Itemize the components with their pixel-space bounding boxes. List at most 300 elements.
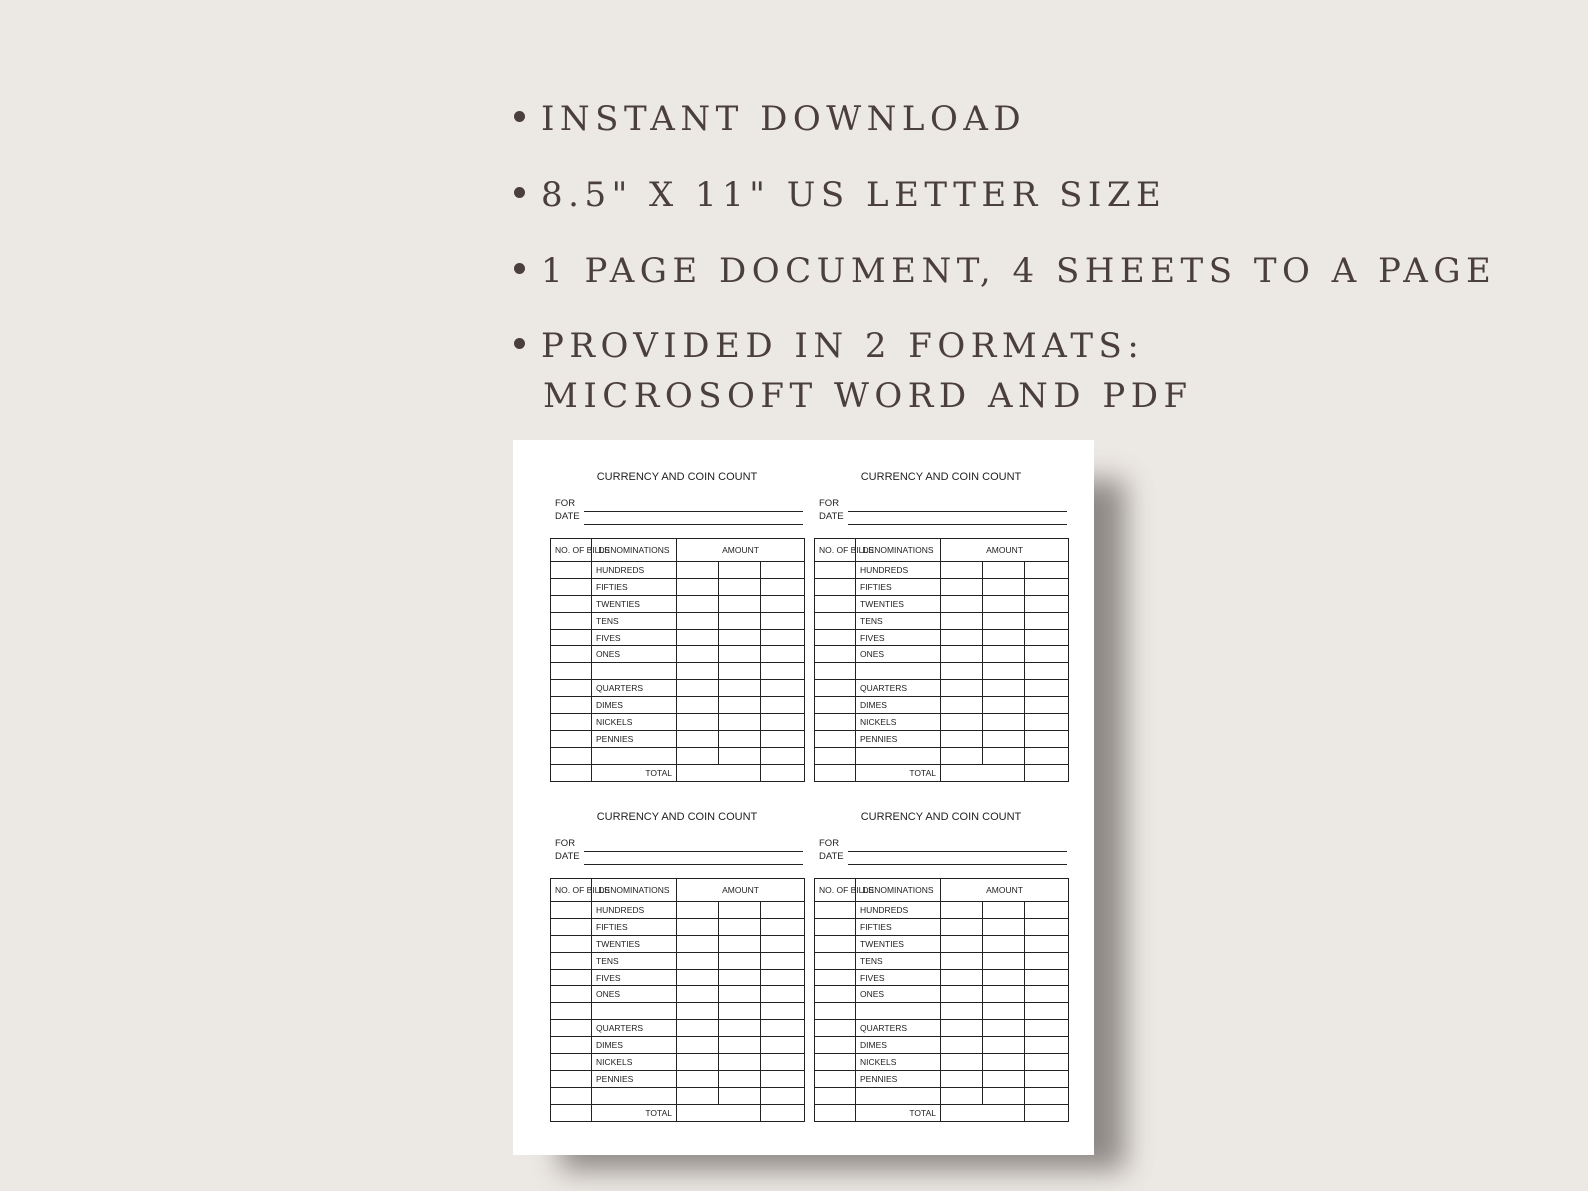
amount-cell: [719, 747, 761, 764]
amount-cell: [983, 952, 1025, 969]
amount-cell: [677, 1054, 719, 1071]
table-row: [551, 730, 805, 747]
table-row: [815, 562, 1069, 579]
count-table: [814, 878, 1069, 1122]
amount-cell: [983, 714, 1025, 731]
bills-cell: [815, 697, 856, 714]
amount-cell: [941, 730, 983, 747]
denomination-cell: FIFTIES: [856, 578, 941, 595]
header-amount: AMOUNT: [677, 879, 805, 902]
denomination-cell: TWENTIES: [856, 935, 941, 952]
amount-cell: [1025, 578, 1069, 595]
table-row: [815, 1070, 1069, 1087]
amount-cell: [761, 1037, 805, 1054]
table-row: [815, 714, 1069, 731]
amount-cell: [983, 595, 1025, 612]
amount-cell: [719, 646, 761, 663]
amount-cell: [761, 629, 805, 646]
feature-item: 8.5" X 11" US LETTER SIZE: [508, 168, 1166, 220]
bills-cell: [551, 663, 592, 680]
bills-cell: [551, 1037, 592, 1054]
amount-cell: [1025, 1037, 1069, 1054]
denomination-cell: HUNDREDS: [856, 902, 941, 919]
denomination-cell: HUNDREDS: [856, 562, 941, 579]
denomination-cell: ONES: [856, 646, 941, 663]
amount-cell: [1025, 680, 1069, 697]
amount-cell: [761, 747, 805, 764]
denomination-cell: QUARTERS: [856, 1020, 941, 1037]
table-row: [551, 1020, 805, 1037]
table-row: [815, 918, 1069, 935]
amount-cell: [719, 1070, 761, 1087]
amount-cell: [677, 747, 719, 764]
denomination-cell: NICKELS: [856, 714, 941, 731]
amount-cell: [677, 1087, 719, 1104]
table-row: [815, 730, 1069, 747]
date-label: DATE: [555, 511, 580, 522]
amount-cell: [1025, 1087, 1069, 1104]
bills-cell: [551, 1104, 592, 1121]
table-row: [551, 663, 805, 680]
table-row: [815, 629, 1069, 646]
bills-cell: [815, 764, 856, 781]
bills-cell: [551, 1087, 592, 1104]
date-line: [848, 524, 1067, 525]
bills-cell: [815, 714, 856, 731]
for-line: [848, 511, 1067, 512]
count-sheet: [814, 780, 1068, 1118]
denomination-cell: HUNDREDS: [592, 562, 677, 579]
amount-cell: [1025, 629, 1069, 646]
for-line: [584, 511, 803, 512]
denomination-cell: FIFTIES: [592, 918, 677, 935]
amount-cell: [761, 1020, 805, 1037]
date-line: [584, 524, 803, 525]
bullet-icon: [514, 338, 525, 349]
header-row: [815, 539, 1069, 562]
amount-cell: [983, 1003, 1025, 1020]
amount-cell: [761, 663, 805, 680]
bills-cell: [551, 1020, 592, 1037]
bills-cell: [551, 764, 592, 781]
bills-cell: [551, 629, 592, 646]
sheet-title: CURRENCY AND COIN COUNT: [860, 471, 1022, 483]
table-row: [551, 747, 805, 764]
bills-cell: [551, 1003, 592, 1020]
header-denominations: DENOMINATIONS: [856, 879, 941, 902]
table-row: [551, 935, 805, 952]
amount-cell: [1025, 935, 1069, 952]
amount-cell: [719, 902, 761, 919]
amount-cell: [719, 1020, 761, 1037]
table-row: [815, 747, 1069, 764]
bills-cell: [551, 902, 592, 919]
amount-cell: [761, 562, 805, 579]
amount-cell: [761, 714, 805, 731]
amount-cell: [941, 1070, 983, 1087]
amount-cell: [677, 730, 719, 747]
amount-cell: [719, 1087, 761, 1104]
denomination-cell: FIFTIES: [592, 578, 677, 595]
table-row: [551, 1054, 805, 1071]
feature-item: PROVIDED IN 2 FORMATS: MICROSOFT WORD AND PDF: [508, 319, 1193, 421]
amount-cell: [719, 730, 761, 747]
denomination-cell: DIMES: [592, 697, 677, 714]
denomination-cell: TWENTIES: [592, 595, 677, 612]
bills-cell: [551, 1070, 592, 1087]
amount-cell: [719, 969, 761, 986]
table-row: [551, 1070, 805, 1087]
bills-cell: [551, 595, 592, 612]
amount-cell: [983, 612, 1025, 629]
denomination-cell: NICKELS: [592, 714, 677, 731]
table-row: [815, 680, 1069, 697]
amount-cell: [761, 578, 805, 595]
table-row: [815, 646, 1069, 663]
table-row: [551, 680, 805, 697]
amount-cell: [677, 629, 719, 646]
amount-cell: [719, 952, 761, 969]
amount-cell: [1025, 595, 1069, 612]
amount-cell: [941, 918, 983, 935]
amount-cell: [761, 918, 805, 935]
amount-cell: [983, 747, 1025, 764]
for-line: [848, 851, 1067, 852]
bills-cell: [551, 612, 592, 629]
bills-cell: [815, 646, 856, 663]
denomination-cell: [592, 1087, 677, 1104]
amount-cell: [1025, 1003, 1069, 1020]
count-sheet: [550, 780, 804, 1118]
amount-cell: [983, 935, 1025, 952]
amount-cell: [761, 986, 805, 1003]
document-preview: [513, 440, 1094, 1155]
table-row: [815, 986, 1069, 1003]
amount-cell: [761, 680, 805, 697]
table-row: [551, 952, 805, 969]
bills-cell: [815, 680, 856, 697]
bills-cell: [551, 680, 592, 697]
bills-cell: [815, 952, 856, 969]
bills-cell: [551, 578, 592, 595]
amount-cell: [1025, 562, 1069, 579]
amount-cell: [719, 629, 761, 646]
amount-cell: [719, 1037, 761, 1054]
for-label: FOR: [555, 498, 576, 509]
amount-cell: [1025, 764, 1069, 781]
amount-cell: [941, 578, 983, 595]
bills-cell: [551, 562, 592, 579]
denomination-cell: ONES: [592, 646, 677, 663]
bills-cell: [815, 1054, 856, 1071]
amount-cell: [719, 595, 761, 612]
header-denominations: DENOMINATIONS: [856, 539, 941, 562]
denomination-cell: ONES: [592, 986, 677, 1003]
denomination-cell: PENNIES: [856, 1070, 941, 1087]
amount-cell: [677, 918, 719, 935]
amount-cell: [677, 935, 719, 952]
amount-cell: [719, 680, 761, 697]
bills-cell: [815, 578, 856, 595]
header-amount: AMOUNT: [941, 539, 1069, 562]
header-bills: NO. OF BILLS: [815, 879, 856, 902]
table-row: [815, 1020, 1069, 1037]
header-denominations: DENOMINATIONS: [592, 879, 677, 902]
amount-cell: [761, 646, 805, 663]
header-denominations: DENOMINATIONS: [592, 539, 677, 562]
table-row: [551, 595, 805, 612]
bills-cell: [815, 1070, 856, 1087]
denomination-cell: [592, 747, 677, 764]
amount-cell: [677, 578, 719, 595]
amount-cell: [1025, 952, 1069, 969]
amount-cell: [941, 747, 983, 764]
denomination-cell: [592, 1003, 677, 1020]
bills-cell: [551, 646, 592, 663]
amount-cell: [677, 612, 719, 629]
for-label: FOR: [555, 838, 576, 849]
table-row: [551, 986, 805, 1003]
table-row: [551, 697, 805, 714]
amount-cell: [677, 663, 719, 680]
total-amount-cell: [941, 764, 1025, 781]
amount-cell: [941, 1054, 983, 1071]
header-amount: AMOUNT: [677, 539, 805, 562]
amount-cell: [1025, 969, 1069, 986]
amount-cell: [1025, 918, 1069, 935]
table-row: [815, 1037, 1069, 1054]
denomination-cell: ONES: [856, 986, 941, 1003]
denomination-cell: FIVES: [856, 629, 941, 646]
amount-cell: [983, 1054, 1025, 1071]
amount-cell: [719, 918, 761, 935]
date-label: DATE: [555, 851, 580, 862]
table-row: [551, 969, 805, 986]
bills-cell: [815, 629, 856, 646]
amount-cell: [677, 986, 719, 1003]
amount-cell: [941, 1037, 983, 1054]
header-bills: NO. OF BILLS: [551, 879, 592, 902]
amount-cell: [941, 646, 983, 663]
amount-cell: [983, 646, 1025, 663]
amount-cell: [761, 1070, 805, 1087]
denomination-cell: TENS: [592, 952, 677, 969]
total-amount-cell: [677, 1104, 761, 1121]
denomination-cell: PENNIES: [592, 730, 677, 747]
count-table: [550, 878, 805, 1122]
denomination-cell: QUARTERS: [856, 680, 941, 697]
amount-cell: [941, 969, 983, 986]
amount-cell: [941, 952, 983, 969]
bullet-icon: [514, 187, 525, 198]
amount-cell: [941, 595, 983, 612]
bills-cell: [815, 935, 856, 952]
total-row: [551, 1104, 805, 1121]
amount-cell: [941, 680, 983, 697]
amount-cell: [719, 1054, 761, 1071]
table-row: [551, 562, 805, 579]
amount-cell: [983, 1070, 1025, 1087]
table-row: [551, 1087, 805, 1104]
table-row: [815, 969, 1069, 986]
count-table: [814, 538, 1069, 782]
total-label: TOTAL: [592, 1104, 677, 1121]
amount-cell: [761, 935, 805, 952]
amount-cell: [941, 562, 983, 579]
for-line: [584, 851, 803, 852]
date-label: DATE: [819, 851, 844, 862]
count-sheet: [814, 440, 1068, 778]
amount-cell: [677, 714, 719, 731]
denomination-cell: TENS: [856, 952, 941, 969]
sheet-title: CURRENCY AND COIN COUNT: [596, 811, 758, 823]
amount-cell: [941, 1087, 983, 1104]
amount-cell: [983, 562, 1025, 579]
header-row: [815, 879, 1069, 902]
bills-cell: [551, 918, 592, 935]
amount-cell: [761, 595, 805, 612]
denomination-cell: PENNIES: [856, 730, 941, 747]
for-label: FOR: [819, 498, 840, 509]
total-row: [815, 1104, 1069, 1121]
total-row: [551, 764, 805, 781]
denomination-cell: HUNDREDS: [592, 902, 677, 919]
amount-cell: [761, 1087, 805, 1104]
bills-cell: [551, 1054, 592, 1071]
bills-cell: [551, 714, 592, 731]
amount-cell: [941, 902, 983, 919]
denomination-cell: TENS: [856, 612, 941, 629]
amount-cell: [983, 629, 1025, 646]
denomination-cell: TWENTIES: [592, 935, 677, 952]
date-line: [584, 864, 803, 865]
amount-cell: [761, 1054, 805, 1071]
amount-cell: [941, 714, 983, 731]
amount-cell: [677, 1003, 719, 1020]
count-table: [550, 538, 805, 782]
amount-cell: [983, 680, 1025, 697]
amount-cell: [1025, 1020, 1069, 1037]
amount-cell: [941, 986, 983, 1003]
bills-cell: [815, 747, 856, 764]
amount-cell: [719, 986, 761, 1003]
header-row: [551, 539, 805, 562]
table-row: [551, 1003, 805, 1020]
denomination-cell: QUARTERS: [592, 680, 677, 697]
amount-cell: [719, 562, 761, 579]
amount-cell: [1025, 697, 1069, 714]
amount-cell: [1025, 663, 1069, 680]
amount-cell: [677, 969, 719, 986]
amount-cell: [983, 1037, 1025, 1054]
amount-cell: [719, 578, 761, 595]
denomination-cell: [856, 1087, 941, 1104]
amount-cell: [941, 1020, 983, 1037]
denomination-cell: [592, 663, 677, 680]
amount-cell: [719, 1003, 761, 1020]
table-row: [815, 1003, 1069, 1020]
bills-cell: [551, 697, 592, 714]
table-row: [551, 918, 805, 935]
denomination-cell: NICKELS: [592, 1054, 677, 1071]
table-row: [815, 1087, 1069, 1104]
bills-cell: [551, 952, 592, 969]
bullet-icon: [514, 111, 525, 122]
denomination-cell: [856, 747, 941, 764]
amount-cell: [983, 902, 1025, 919]
amount-cell: [983, 969, 1025, 986]
amount-cell: [983, 918, 1025, 935]
bills-cell: [551, 969, 592, 986]
denomination-cell: TENS: [592, 612, 677, 629]
denomination-cell: FIVES: [592, 629, 677, 646]
amount-cell: [719, 663, 761, 680]
table-row: [551, 902, 805, 919]
total-label: TOTAL: [592, 764, 677, 781]
date-line: [848, 864, 1067, 865]
for-label: FOR: [819, 838, 840, 849]
bills-cell: [551, 986, 592, 1003]
denomination-cell: NICKELS: [856, 1054, 941, 1071]
bills-cell: [815, 663, 856, 680]
bills-cell: [551, 730, 592, 747]
bills-cell: [815, 1104, 856, 1121]
bills-cell: [815, 902, 856, 919]
amount-cell: [677, 680, 719, 697]
amount-cell: [1025, 714, 1069, 731]
table-row: [815, 902, 1069, 919]
amount-cell: [1025, 1054, 1069, 1071]
date-label: DATE: [819, 511, 844, 522]
amount-cell: [761, 612, 805, 629]
amount-cell: [983, 730, 1025, 747]
amount-cell: [1025, 1104, 1069, 1121]
denomination-cell: FIFTIES: [856, 918, 941, 935]
amount-cell: [677, 1037, 719, 1054]
feature-item: 1 PAGE DOCUMENT, 4 SHEETS TO A PAGE: [508, 244, 1496, 296]
amount-cell: [677, 697, 719, 714]
amount-cell: [719, 697, 761, 714]
denomination-cell: PENNIES: [592, 1070, 677, 1087]
denomination-cell: QUARTERS: [592, 1020, 677, 1037]
amount-cell: [1025, 902, 1069, 919]
bills-cell: [815, 1037, 856, 1054]
header-bills: NO. OF BILLS: [551, 539, 592, 562]
amount-cell: [1025, 1070, 1069, 1087]
bills-cell: [815, 562, 856, 579]
amount-cell: [941, 1003, 983, 1020]
bills-cell: [815, 612, 856, 629]
amount-cell: [983, 986, 1025, 1003]
denomination-cell: FIVES: [856, 969, 941, 986]
bills-cell: [815, 986, 856, 1003]
amount-cell: [677, 1070, 719, 1087]
denomination-cell: TWENTIES: [856, 595, 941, 612]
count-sheet: [550, 440, 804, 778]
amount-cell: [761, 952, 805, 969]
amount-cell: [983, 697, 1025, 714]
amount-cell: [677, 902, 719, 919]
header-amount: AMOUNT: [941, 879, 1069, 902]
table-row: [815, 663, 1069, 680]
total-amount-cell: [941, 1104, 1025, 1121]
amount-cell: [941, 629, 983, 646]
amount-cell: [1025, 646, 1069, 663]
bills-cell: [815, 730, 856, 747]
amount-cell: [761, 969, 805, 986]
bills-cell: [815, 595, 856, 612]
amount-cell: [719, 714, 761, 731]
